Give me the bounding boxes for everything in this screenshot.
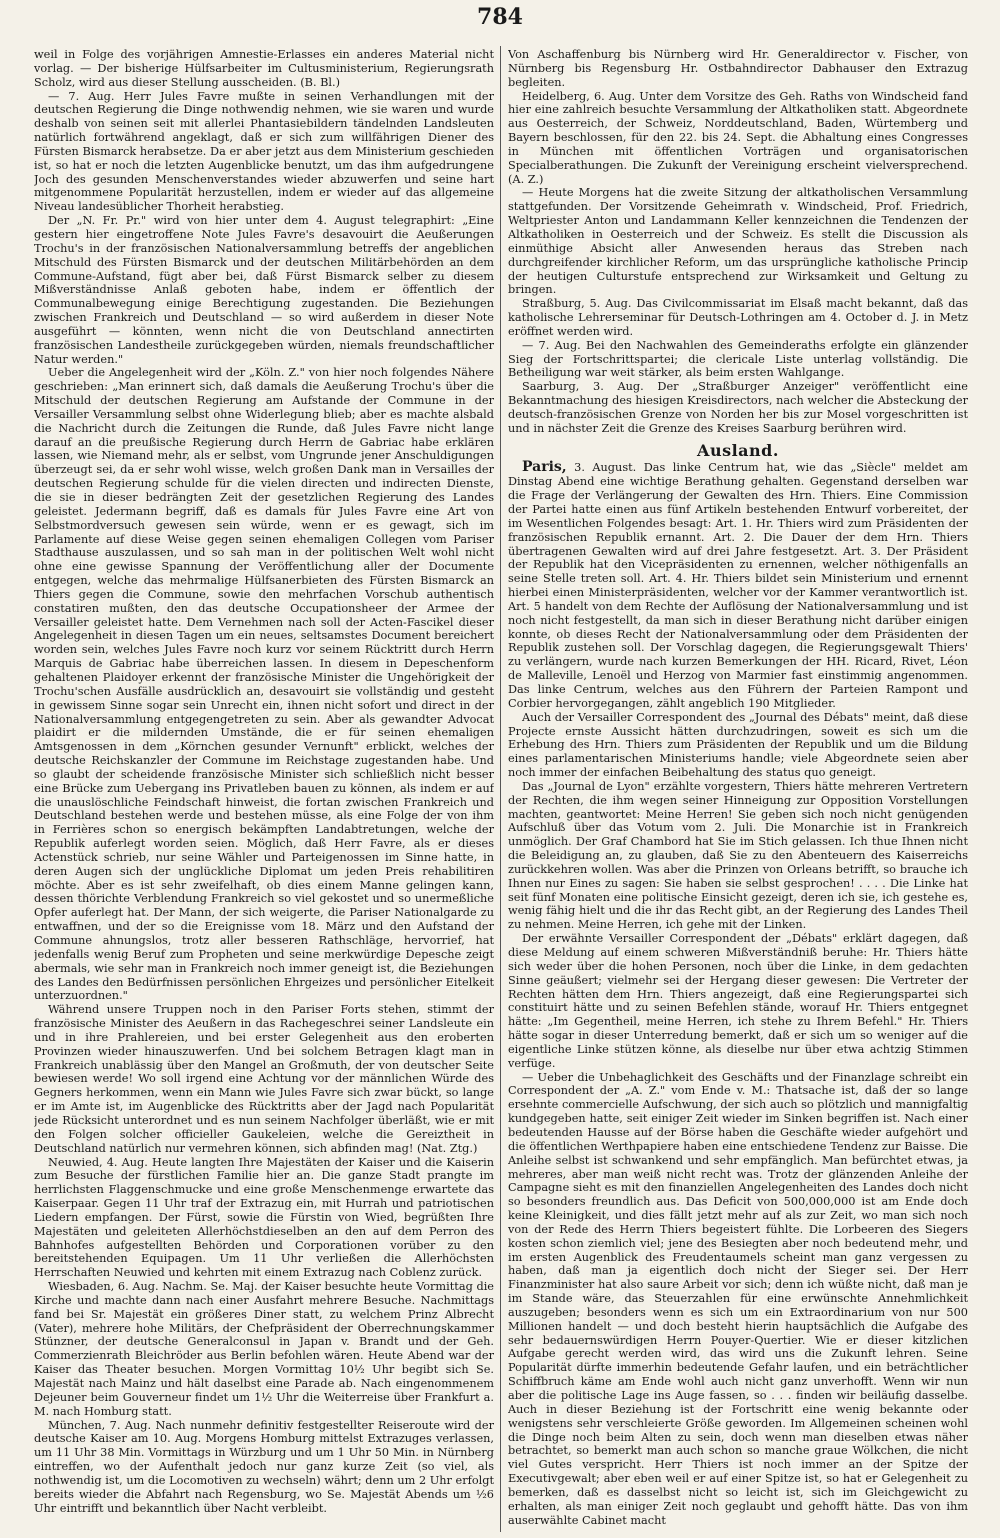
- right-column: [508, 48, 968, 1528]
- article-paragraph: — 7. Aug. Herr Jules Favre mußte in seinen Verhandlungen mit der deutschen Regierung die Dinge nothwendig nehmen, wie sie waren und wurde deshalb von seinen seit mit allerlei Phantasiebildern tändelnden Landsleuten natürlich fortwährend angeklagt, daß er sich zum willfährigen Diener des Fürsten Bismarck herabsetze. Da er aber jetzt aus dem Ministerium geschieden ist, so hat er noch die letzten Augenblicke benutzt, um das ihm aufgedrungene Joch des gesunden Menschenverstandes wieder abzuwerfen und seine hart mitgenommene Popularität herzustellen, indem er wieder auf das allgemeine Niveau landesüblicher Thorheit herabstieg.: [34, 89, 494, 214]
- article-paragraph: — Heute Morgens hat die zweite Sitzung der altkatholischen Versammlung stattgefunden. Der Vorsitzende Geheimrath v. Windscheid, Prof. Friedrich, Weltpriester Anton und Landammann Keller kennzeichnen die Tendenzen der Altkatholiken in Oesterreich und der Schweiz. Es stellt die Discussion als einmüthige Absicht aller Anwesenden heraus das Streben nach durchgreifender kirchlicher Reform, um das ursprüngliche katholische Princip der heutigen Culturstufe entsprechend zur Wirksamkeit und Geltung zu bringen.: [508, 186, 968, 297]
- article-text: 3. August. Das linke Centrum hat, wie das „Siècle" meldet am Dinstag Abend eine wichtige Berathung gehalten. Gegenstand derselben war die Frage der Verlängerung der Gewalten des Hrn. Thiers. Eine Commission der Partei hatte einen aus fünf Artikeln bestehenden Entwurf vorbereitet, der im Wesentlichen Folgendes besagt: Art. 1. Hr. Thiers wird zum Präsidenten der französischen Republik ernannt. Art. 2. Die Dauer der dem Hrn. Thiers übertragenen Gewalten wird auf drei Jahre festgesetzt. Art. 3. Der Präsident der Republik hat den Vicepräsidenten zu ernennen, welcher nöthigenfalls an seine Stelle treten soll. Art. 4. Hr. Thiers bildet sein Ministerium und ernennt hierbei einen Ministerpräsidenten, welcher vor der Kammer verantwortlich ist. Art. 5 handelt von dem Rechte der Auflösung der Nationalversammlung und ist noch nicht festgestellt, da man sich in dieser Berathung nicht darüber einigen konnte, ob dieses Recht der Nationalversammlung oder dem Präsidenten der Republik zustehen soll. Der Vorschlag dagegen, die Regierungsgewalt Thiers' zu verlängern, wurde nach kurzen Bemerkungen der HH. Ricard, Rivet, Léon de Malleville, Lenoël und Herzog von Marmier fast einstimmig angenommen. Das linke Centrum, welches aus den Führern der Parteien Rampont und Corbier hervorgegangen, zählt angeblich 190 Mitglieder.: [508, 461, 968, 710]
- column-divider: [500, 46, 501, 1532]
- article-paragraph: München, 7. Aug. Nach nunmehr definitiv festgestellter Reiseroute wird der deutsche Kaiser am 10. Aug. Morgens Homburg mittelst Extrazuges verlassen, um 11 Uhr 38 Min. Vormittags in Würzburg und um 1 Uhr 50 Min. in Nürnberg eintreffen, wo der Aufenthalt jedoch nur ganz kurze Zeit (so viel, als nothwendig ist, um die Locomotiven zu wechseln) währt; denn um 2 Uhr erfolgt bereits wieder die Abfahrt nach Regensburg, wo Se. Majestät Abends um ½6 Uhr eintrifft und bekanntlich über Nacht verbleibt.: [34, 1418, 494, 1515]
- section-heading-ausland: Ausland.: [697, 440, 779, 460]
- article-paragraph: Der „N. Fr. Pr." wird von hier unter dem 4. August telegraphirt: „Eine gestern hier eingetroffene Note Jules Favre's desavouirt die Aeußerungen Trochu's in der französischen Nationalversammlung betreffs der angeblichen Mitschuld des Fürsten Bismarck und der deutschen Militärbehörden an dem Commune-Aufstand, fügt aber bei, daß Fürst Bismarck selber zu diesem Mißverständnisse Anlaß geboten habe, indem er öffentlich der Communalbewegung einige Berechtigung zugestanden. Die Beziehungen zwischen Frankreich und Deutschland — so wird außerdem in dieser Note ausgeführt — könnten, wenn nicht die von Deutschland annectirten französischen Landestheile zurückgegeben würden, niemals freundschaftlicher Natur werden.": [34, 214, 494, 366]
- article-paragraph: weil in Folge des vorjährigen Amnestie-Erlasses ein anderes Material nicht vorlag. — Der bisherige Hülfsarbeiter im Cultusministerium, Regierungsrath Scholz, wird aus dieser Stellung ausscheiden. (B. Bl.): [34, 48, 494, 89]
- article-paragraph: Das „Journal de Lyon" erzählte vorgestern, Thiers hätte mehreren Vertretern der Rechten, die ihm wegen seiner Hinneigung zur Opposition Vorstellungen machten, geantwortet: Meine Herren! Sie geben sich noch nicht genügenden Aufschluß über das Votum vom 2. Juli. Die Monarchie ist in Frankreich unmöglich. Der Graf Chambord hat Sie im Stich gelassen. Ich thue Ihnen nicht die Beleidigung an, zu glauben, daß Sie zu den Abenteuern des Kaiserreichs zurückkehren wollen. Was aber die Prinzen von Orleans betrifft, so brauche ich Ihnen nur Eines zu sagen: Sie haben sie selbst gesprochen! . . . . Die Linke hat seit fünf Monaten eine politische Einsicht gezeigt, deren ich sie, ich gestehe es, wenig fähig hielt und die ihr das Recht gibt, an der Regierung des Landes Theil zu nehmen. Meine Herren, ich gehe mit der Linken.: [508, 779, 968, 932]
- article-paragraph: Heidelberg, 6. Aug. Unter dem Vorsitze des Geh. Raths von Windscheid fand hier eine zahlreich besuchte Versammlung der Altkatholiken statt. Abgeordnete aus Oesterreich, der Schweiz, Norddeutschland, Baden, Würtemberg und Bayern beschlossen, für den 22. bis 24. Sept. die Abhaltung eines Congresses in München mit öffentlichen Vorträgen und organisatorischen Specialberathungen. Die Zukunft der Vereinigung erscheint vielversprechend. (A. Z.): [508, 89, 968, 186]
- dateline: Paris,: [522, 459, 567, 476]
- article-paragraph: Saarburg, 3. Aug. Der „Straßburger Anzeiger" veröffentlicht eine Bekanntmachung des hiesigen Kreisdirectors, nach welcher die Absteckung der deutsch-französischen Grenze von Norden her bis zur Mosel vorgeschritten ist und in nächster Zeit die Grenze des Kreises Saarburg berühren wird.: [508, 380, 968, 435]
- article-paragraph: Auch der Versailler Correspondent des „Journal des Débats" meint, daß diese Projecte ernste Aussicht hätten durchzudringen, soweit es sich um die Erhebung des Hrn. Thiers zum Präsidenten der Republik und um die Bildung eines parlamentarischen Ministeriums handle; viele Abgeordnete seien aber noch immer der einfachen Beibehaltung des status quo geneigt.: [508, 710, 968, 780]
- article-paragraph: Neuwied, 4. Aug. Heute langten Ihre Majestäten der Kaiser und die Kaiserin zum Besuche der fürstlichen Familie hier an. Die ganze Stadt prangte im herrlichsten Flaggenschmucke und eine große Menschenmenge erwartete das Kaiserpaar. Gegen 11 Uhr traf der Extrazug ein, mit Hurrah und patriotischen Liedern empfangen. Der Fürst, sowie die Fürstin von Wied, begrüßten Ihre Majestäten und geleiteten Allerhöchstdieselben an den auf dem Perron des Bahnhofes aufgestellten Behörden und Corporationen vorüber zu den bereitstehenden Equipagen. Um 11 Uhr verließen die Allerhöchsten Herrschaften Neuwied und kehrten mit einem Extrazug nach Coblenz zurück.: [34, 1155, 494, 1280]
- left-column: [34, 48, 494, 1528]
- article-paragraph: Wiesbaden, 6. Aug. Nachm. Se. Maj. der Kaiser besuchte heute Vormittag die Kirche und machte dann nach einer Ausfahrt mehrere Besuche. Nachmittags fand bei Sr. Majestät ein größeres Diner statt, zu welchem Prinz Albrecht (Vater), mehrere hohe Militärs, der Chefpräsident der Oberrechnungskammer Stünzner, der deutsche Generalconsul in Japan v. Brandt und der Geh. Commerzienrath Bleichröder aus Berlin befohlen wären. Heute Abend war der Kaiser das Theater besuchen. Morgen Vormittag 10½ Uhr begibt sich Se. Majestät nach Mainz und hält daselbst eine Parade ab. Nach eingenommenem Dejeuner beim Gouverneur findet um 1½ Uhr die Weiterreise über Frankfurt a. M. nach Homburg statt.: [34, 1280, 494, 1418]
- article-paragraph: Ueber die Angelegenheit wird der „Köln. Z." von hier noch folgendes Nähere geschrieben: „Man erinnert sich, daß damals die Aeußerung Trochu's über die Mitschuld der deutschen Regierung am Aufstande der Commune in der Versailler Versammlung selbst ohne Widerlegung blieb; aber es machte alsbald die Nachricht durch die Zeitungen die Runde, daß Jules Favre nicht lange darauf an die preußische Regierung durch Herrn de Gabriac habe erklären lassen, wie Niemand mehr, als er selbst, vom Ungrunde jener Anschuldigungen überzeugt sei, da er sehr wohl wisse, welch großen Dank man in Versailles der deutschen Regierung schulde für die vielen directen und indirecten Dienste, die sie in dieser bedrängten Zeit der gesetzlichen Regierung des Landes geleistet. Jedermann begriff, daß es damals für Jules Favre eine Art von Selbstmordversuch gewesen sein würde, wenn er es gewagt, sich im Parlamente auf diese Weise gegen seinen ehemaligen Collegen vom Pariser Stadthause auszulassen, und so sah man in der politischen Welt wohl nicht ohne eine gewisse Spannung der Veröffentlichung aller der Documente entgegen, welche das mehrmalige Hülfsanerbieten des Fürsten Bismarck an Thiers gegen die Commune, sowie den mehrfachen Vorschub authentisch constatiren mußten, den das deutsche Occupationsheer der Armee der Versailler geleistet hatte. Dem Vernehmen nach soll der Acten-Fascikel dieser Angelegenheit in diesen Tagen um ein neues, seltsamstes Document bereichert worden sein, welches Jules Favre noch kurz vor seinem Rücktritt durch Herrn Marquis de Gabriac habe überreichen lassen. In diesem in Depeschenform gehaltenen Plaidoyer erkennt der französische Minister die Ungehörigkeit der Trochu'schen Ausfälle ausdrücklich an, desavouirt sie vollständig und gesteht in gewissem Sinne sogar sein Unrecht ein, ihnen nicht sofort und direct in der Nationalversammlung entgegengetreten zu sein. Aber als gewandter Advocat plaidirt er die mildernden Umstände, die er für seinen ehemaligen Amtsgenossen in dem „Körnchen gesunder Vernunft" erblickt, welches der deutsche Reichskanzler der Commune im Reichstage zugestanden habe. Und so glaubt der scheidende französische Minister sich schließlich nicht besser eine Brücke zum Uebergang ins Privatleben bauen zu können, als indem er auf die unauslöschliche Feindschaft hinweist, die fortan zwischen Frankreich und Deutschland bestehen werde und bestehen müsse, als eine Folge der von ihm in Ferrières schon so energisch bekämpften Landabtretungen, welche der Republik auferlegt worden seien. Möglich, daß Herr Favre, als er dieses Actenstück schrieb, nur seine Wähler und Parteigenossen im Sinne hatte, in deren Augen sich der unglückliche Diplomat um jeden Preis rehabilitiren möchte. Aber es ist sehr zweifelhaft, ob dies einem Manne gelingen kann, dessen thörichte Verblendung Frankreich so viel gekostet und so unermeßliche Opfer auferlegt hat. Der Mann, der sich weigerte, die Pariser Nationalgarde zu entwaffnen, und der so die Ereignisse vom 18. März und den Aufstand der Commune ahnungslos, trotz aller besseren Rathschläge, hervorrief, hat jedenfalls wenig Beruf zum Propheten und seine merkwürdige Depesche zeigt abermals, wie sehr man in Frankreich noch immer geneigt ist, die Beziehungen des Landes den Bedürfnissen persönlichen Ehrgeizes und persönlicher Eitelkeit unterzuordnen.": [34, 366, 494, 1003]
- article-paragraph: [508, 461, 968, 710]
- page-number: 784: [477, 4, 523, 30]
- article-paragraph: Von Aschaffenburg bis Nürnberg wird Hr. Generaldirector v. Fischer, von Nürnberg bis Regensburg Hr. Ostbahndirector Dabhauser den Extrazug begleiten.: [508, 48, 968, 89]
- article-paragraph: Während unsere Truppen noch in den Pariser Forts stehen, stimmt der französische Minister des Aeußern in das Rachegeschrei seiner Landsleute ein und in ihre Prahlereien, und bei erster Gelegenheit aus den eroberten Provinzen wieder hinauszuwerfen. Und bei solchem Betragen klagt man in Frankreich unablässig über den Mangel an Großmuth, der von deutscher Seite bewiesen werde! Wo soll irgend eine Achtung vor der männlichen Würde des Gegners herkommen, wenn ein Mann wie Jules Favre sich zwar bückt, so lange er im Amte ist, im Augenblicke des Rücktritts aber der Jagd nach Popularität jede Rücksicht unterordnet und es nun seinem Nachfolger überläßt, wie er mit den Folgen solcher officieller Gaukeleien, welche die Gereiztheit in Deutschland natürlich nur vermehren können, sich abfinden mag! (Nat. Ztg.): [34, 1003, 494, 1155]
- article-paragraph: Der erwähnte Versailler Correspondent der „Débats" erklärt dagegen, daß diese Meldung auf einem schweren Mißverständniß beruhe: Hr. Thiers hätte sich weder über die hohen Personen, noch über die Linke, in dem gedachten Sinne geäußert; vielmehr sei der Hergang dieser gewesen: Die Vertreter der Rechten hätten dem Hrn. Thiers angezeigt, daß eine Regierungspartei sich constituirt hätte und zu seinen Befehlen stände, worauf Hr. Thiers entgegnet hätte: „Im Gegentheil, meine Herren, ich stehe zu Ihrem Befehl." Hr. Thiers hätte sogar in dieser Unterredung bemerkt, daß er sich um so weniger auf die eigentliche Linke stützen könne, als dieselbe nur über etwa achtzig Stimmen verfüge.: [508, 932, 968, 1070]
- article-paragraph: — Ueber die Unbehaglichkeit des Geschäfts und der Finanzlage schreibt ein Correspondent der „A. Z." vom Ende v. M.: Thatsache ist, daß der so lange ersehnte commercielle Aufschwung, der sich auch so plötzlich und mannigfaltig kundgegeben hatte, seit einiger Zeit wieder im Sinken begriffen ist. Nach einer bedeutenden Hausse auf der Börse haben die Geschäfte wieder aufgehört und die öffentlichen Werthpapiere haben eine entschiedene Tendenz zur Baisse. Die Anleihe selbst ist schwankend und sehr empfänglich. Man befürchtet etwas, ja mehreres, aber man weiß nicht recht was. Trotz der glänzenden Anleihe der Campagne sieht es mit den finanziellen Angelegenheiten des Landes doch nicht so besonders freundlich aus. Das Deficit von 500,000,000 ist am Ende doch keine Kleinigkeit, und dies fällt jetzt mehr auf als zur Zeit, wo man sich noch von der Rede des Herrn Thiers begeistert fühlte. Die Lorbeeren des Siegers kosten schon ziemlich viel; jene des Besiegten aber noch bedeutend mehr, und im ersten Augenblick des Freudentaumels scheint man ganz vergessen zu haben, daß man ja eigentlich doch nicht der Sieger sei. Der Herr Finanzminister hat also saure Arbeit vor sich; denn ich wüßte nicht, daß man je im Stande wäre, das Steuerzahlen für eine erwünschte Annehmlichkeit auszugeben; besonders wenn es sich um ein Extraordinarium von nur 500 Millionen handelt — und doch besteht hierin hauptsächlich die Aufgabe des sehr bedauernswürdigen Herrn Pouyer-Quertier. Wie er dieser kitzlichen Aufgabe gerecht werden wird, das wird uns die Zukunft lehren. Seine Popularität dürfte immerhin bedeutende Gefahr laufen, und ein beträchtlicher Schiffbruch käme am Ende wohl auch nicht ganz unverhofft. Wenn wir nun aber die politische Lage ins Auge fassen, so . . . finden wir beiläufig dasselbe. Auch in dieser Beziehung ist der Fortschritt eine wenig bekannte oder wenigstens sehr verschleierte Größe geworden. Im Allgemeinen scheinen wohl die Dinge noch beim Alten zu sein, doch wenn man dieselben etwas näher betrachtet, so bemerkt man auch schon so manche graue Wölkchen, die nicht viel Gutes verspricht. Herr Thiers ist noch immer an der Spitze der Executivgewalt; aber eben weil er auf einer Spitze ist, so hat er Gelegenheit zu bemerken, daß es dasselbst nicht so leicht ist, sich im Gleichgewicht zu erhalten, als man einiger Zeit noch geglaubt und gehofft hätte. Das von ihm auserwählte Cabinet macht: [508, 1070, 968, 1527]
- article-paragraph: Straßburg, 5. Aug. Das Civilcommissariat im Elsaß macht bekannt, daß das katholische Lehrerseminar für Deutsch-Lothringen am 4. October d. J. in Metz eröffnet werden wird.: [508, 297, 968, 338]
- article-paragraph: — 7. Aug. Bei den Nachwahlen des Gemeinderaths erfolgte ein glänzender Sieg der Fortschrittspartei; die clericale Liste unterlag vollständig. Die Betheiligung war weit stärker, als beim ersten Wahlgange.: [508, 338, 968, 380]
